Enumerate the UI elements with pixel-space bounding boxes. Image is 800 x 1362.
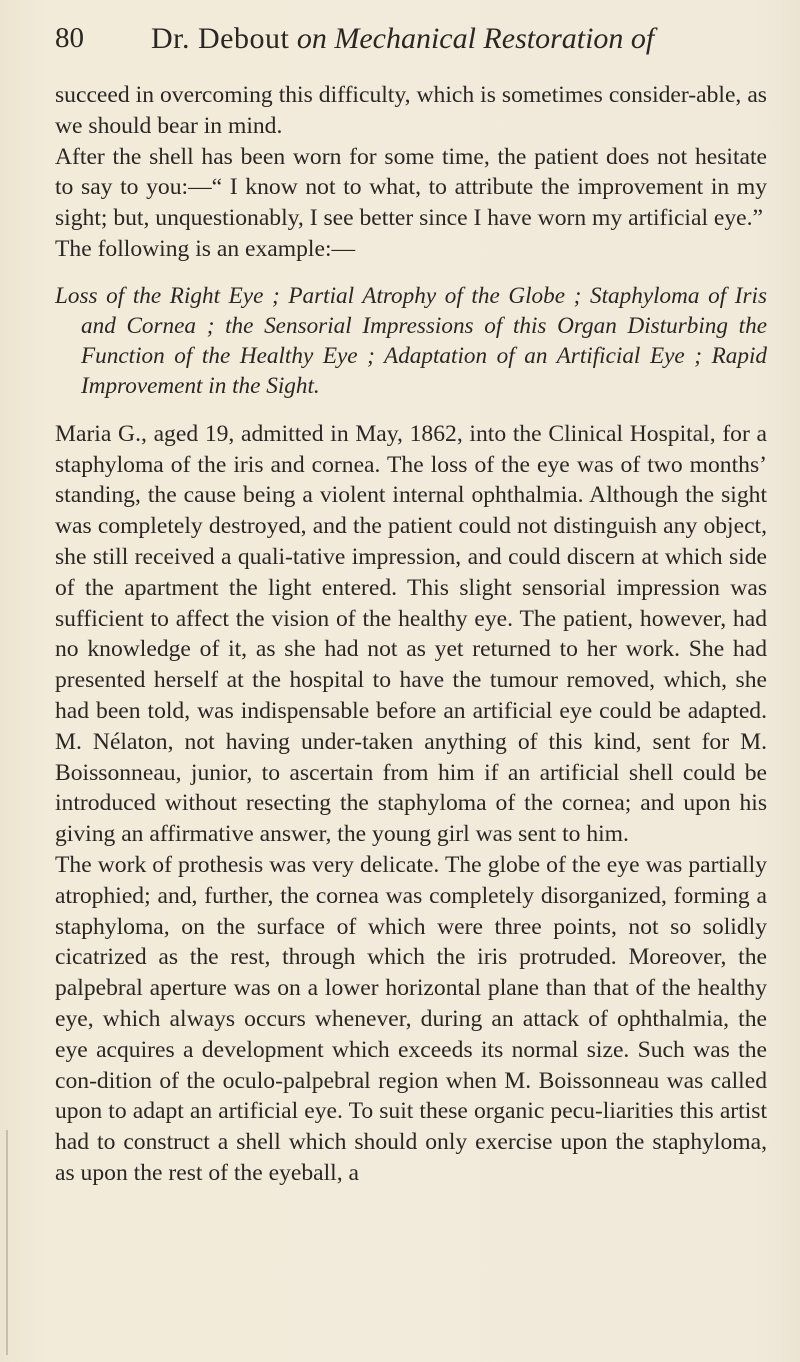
running-header [55,22,740,62]
body-text [55,80,767,1189]
page-number: 80 [55,22,84,54]
running-title [151,22,654,56]
case-heading: Loss of the Right Eye ; Partial Atrophy of the Globe ; Staphyloma of Iris and Cornea ; the Sensorial Impressions of this Organ Disturbing the Function of the Healthy Eye ; Adaptation of an Artificial Eye ; Rapid Improvement in the Sight. [55,282,767,399]
paragraph-patient-quote: After the shell has been worn for some time, the patient does not hesitate to say to you:—“ I know not to what, to attribute the improvement in my sight; but, unquestionably, I see better since I have worn my artificial eye.” [55,143,767,232]
paragraph-continuation: succeed in overcoming this difficulty, which is sometimes consider-able, as we should bear in mind. [55,82,767,139]
page-edge-mark [6,1130,8,1355]
running-title-author: Dr. Debout [151,22,290,55]
running-title-subject: on Mechanical Restoration of [296,22,655,55]
paragraph-example-intro: The following is an example:— [55,235,356,262]
paragraph-case-history: Maria G., aged 19, admitted in May, 1862, into the Clinical Hospital, for a staphyloma of the iris and cornea. The loss of the eye was of two months’ standing, the cause being a violent internal ophthalmia. Although the sight was completely destroyed, and the patient could not distinguish any object, she still received a quali-tative impression, and could discern at which side of the apartment the light entered. This slight sensorial impression was sufficient to affect the vision of the healthy eye. The patient, however, had no knowledge of it, as she had not as yet returned to her work. She had presented herself at the hospital to have the tumour removed, which, she had been told, was indispensable before an artificial eye could be adapted. M. Nélaton, not having under-taken anything of this kind, sent for M. Boissonneau, junior, to ascertain from him if an artificial shell could be introduced without resecting the staphyloma of the cornea; and upon his giving an affirmative answer, the young girl was sent to him. [55,420,767,848]
paragraph-prothesis-work: The work of prothesis was very delicate. The globe of the eye was partially atrophied; and, further, the cornea was completely disorganized, forming a staphyloma, on the surface of which were three points, not so solidly cicatrized as the rest, through which the iris protruded. Moreover, the palpebral aperture was on a lower horizontal plane than that of the healthy eye, which always occurs whenever, during an attack of ophthalmia, the eye acquires a development which exceeds its normal size. Such was the con-dition of the oculo-palpebral region when M. Boissonneau was called upon to adapt an artificial eye. To suit these organic pecu-liarities this artist had to construct a shell which should only exercise upon the staphyloma, as upon the rest of the eyeball, a [55,851,767,1186]
